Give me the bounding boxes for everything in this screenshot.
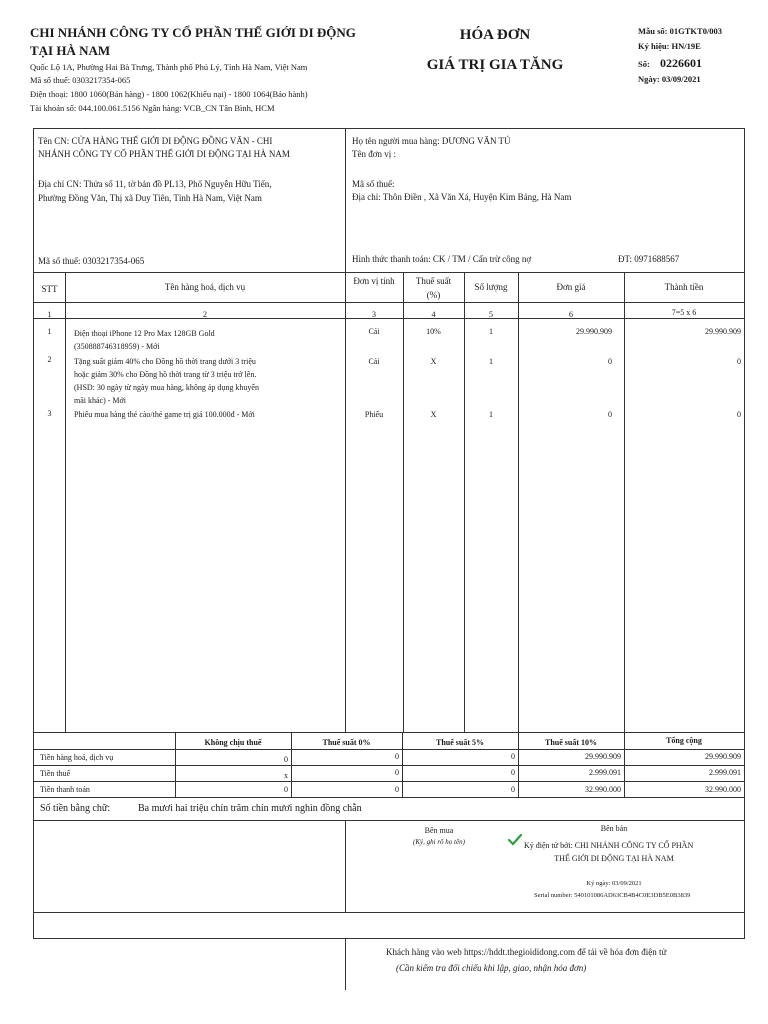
invoice-date: Ngày: 03/09/2021 bbox=[638, 74, 701, 84]
row-unit: Cái bbox=[368, 357, 380, 366]
summary-cell: 0 bbox=[511, 768, 515, 777]
summary-header-tax-5: Thuế suất 5% bbox=[435, 738, 484, 747]
summary-cell: 2.999.091 bbox=[589, 768, 621, 777]
check-path bbox=[509, 835, 521, 844]
invoice-number: 0226601 bbox=[659, 56, 702, 70]
branch-address-line2: Phường Đồng Văn, Thị xã Duy Tiên, Tỉnh Hà Nam, Việt Nam bbox=[38, 193, 262, 203]
invoice-frame bbox=[33, 128, 745, 939]
buyer-unit: Tên đơn vị : bbox=[352, 149, 397, 159]
row-amount: 0 bbox=[737, 410, 741, 419]
invoice-symbol: Ký hiệu: HN/19E bbox=[638, 41, 701, 51]
row-desc-line: Phiếu mua hàng thẻ cào/thẻ game trị giá 100.000đ - Mới bbox=[74, 410, 255, 419]
invoice-title bbox=[395, 24, 595, 76]
row-qty: 1 bbox=[489, 357, 493, 366]
invoice-title-line1: HÓA ĐƠN bbox=[459, 27, 531, 43]
invoice-number-label: Số: bbox=[638, 59, 650, 69]
col-number-7: 7=5 x 6 bbox=[671, 308, 697, 317]
footer-check-note: (Cần kiểm tra đối chiếu khi lập, giao, nhận hóa đơn) bbox=[396, 963, 587, 973]
row-price: 0 bbox=[608, 357, 612, 366]
col-header-tax-line1: Thuế suất bbox=[415, 276, 452, 286]
row-stt: 1 bbox=[47, 327, 52, 336]
summary-cell: 0 bbox=[395, 768, 399, 777]
seller-tax-code: Mã số thuế: 0303217354-065 bbox=[30, 75, 131, 85]
row-desc-line: mãi khác) - Mới bbox=[74, 396, 126, 405]
branch-name-line1: Tên CN: CỬA HÀNG THẾ GIỚI DI ĐỘNG ĐỒNG VĂN - CHI bbox=[38, 136, 273, 146]
summary-row-label: Tiền hàng hoá, dịch vụ bbox=[40, 753, 114, 762]
row-unit: Cái bbox=[368, 327, 380, 336]
summary-cell: 2.999.091 bbox=[709, 768, 741, 777]
col-header-amount: Thành tiền bbox=[664, 282, 704, 292]
row-desc-line: hoặc giảm 30% cho Đồng hồ thời trang từ 3 triệu trở lên. bbox=[74, 370, 257, 379]
summary-header-no-tax: Không chịu thuế bbox=[204, 738, 262, 747]
signed-by-line1: Ký điện tử bởi: CHI NHÁNH CÔNG TY CỔ PHẦN bbox=[524, 841, 694, 850]
col-number-2: 2 bbox=[203, 310, 207, 319]
summary-cell: 0 bbox=[395, 785, 399, 794]
seller-address: Quốc Lộ 1A, Phường Hai Bà Trưng, Thành phố Phủ Lý, Tỉnh Hà Nam, Việt Nam bbox=[30, 62, 308, 72]
seller-bank: Tài khoản số: 044.100.061.5156 Ngân hàng: VCB_CN Tân Bình, HCM bbox=[30, 103, 275, 113]
seller-company-name: CHI NHÁNH CÔNG TY CỔ PHẦN THẾ GIỚI DI ĐỘNG TẠI HÀ NAM bbox=[30, 25, 356, 58]
serial-number: Serial number: 540101086AD63CB4B4C0E3DB5E0B3839 bbox=[534, 892, 691, 899]
branch-name-line2: NHÁNH CÔNG TY CỔ PHẦN THẾ GIỚI DI ĐỘNG TẠI HÀ NAM bbox=[38, 149, 290, 159]
payment-method: Hình thức thanh toán: CK / TM / Cấn trừ công nợ bbox=[352, 254, 532, 264]
buyer-phone: ĐT: 0971688567 bbox=[618, 254, 680, 264]
col-header-tax bbox=[403, 275, 464, 301]
amount-in-words-label: Số tiền bằng chữ: bbox=[40, 803, 111, 814]
summary-header-tax-0: Thuế suất 0% bbox=[322, 738, 371, 747]
buyer-address: Địa chỉ: Thôn Điền , Xã Văn Xá, Huyện Kim Bảng, Hà Nam bbox=[352, 192, 572, 202]
seller-phones: Điện thoại: 1800 1060(Bán hàng) - 1800 1062(Khiếu nại) - 1800 1064(Bảo hành) bbox=[30, 89, 308, 99]
row-amount: 29.990.909 bbox=[705, 327, 741, 336]
summary-row-label: Tiền thuế bbox=[40, 769, 71, 778]
row-desc-line: (350888746318959) - Mới bbox=[74, 342, 160, 351]
row-desc-line: Điện thoại iPhone 12 Pro Max 128GB Gold bbox=[74, 329, 215, 338]
summary-header-total: Tổng cộng bbox=[666, 736, 702, 745]
row-qty: 1 bbox=[489, 327, 493, 336]
invoice-form: Mẫu số: 01GTKT0/003 bbox=[638, 26, 723, 36]
col-header-unit: Đơn vị tính bbox=[353, 276, 395, 286]
row-desc-line: Tặng suất giảm 40% cho Đồng hồ thời trang dưới 3 triệu bbox=[74, 357, 256, 366]
row-amount: 0 bbox=[737, 357, 741, 366]
summary-cell: 0 bbox=[284, 755, 288, 764]
col-header-tax-line2: (%) bbox=[426, 290, 441, 300]
col-number-3: 3 bbox=[372, 310, 376, 319]
row-price: 0 bbox=[608, 410, 612, 419]
summary-row-label: Tiền thanh toán bbox=[40, 785, 90, 794]
summary-cell: x bbox=[284, 771, 288, 780]
row-tax: X bbox=[430, 410, 437, 419]
row-price: 29.990.909 bbox=[576, 327, 612, 336]
summary-cell: 0 bbox=[395, 752, 399, 761]
footer-download-note: Khách hàng vào web https://hddt.thegioididong.com để tải về hóa đơn điện tử bbox=[386, 947, 667, 957]
col-header-price: Đơn giá bbox=[556, 282, 586, 292]
col-number-6: 6 bbox=[569, 310, 573, 319]
col-number-1: 1 bbox=[47, 310, 52, 319]
buyer-sign-title: Bên mua bbox=[424, 826, 454, 835]
col-header-qty: Số lượng bbox=[474, 282, 508, 292]
signed-by-line2: THẾ GIỚI DI ĐỘNG TẠI HÀ NAM bbox=[554, 854, 674, 863]
col-header-stt: STT bbox=[41, 284, 58, 294]
summary-cell: 29.990.909 bbox=[705, 752, 741, 761]
sign-date: Ký ngày: 03/09/2021 bbox=[586, 880, 642, 887]
buyer-name: Họ tên người mua hàng: DƯƠNG VĂN TÚ bbox=[352, 136, 511, 146]
branch-address-line1: Địa chỉ CN: Thửa số 11, tờ bản đồ PL13, Phố Nguyễn Hữu Tiến, bbox=[38, 179, 272, 189]
col-number-4: 4 bbox=[431, 310, 436, 319]
row-desc-line: (HSD: 30 ngày từ ngày mua hàng, không áp dụng khuyến bbox=[74, 383, 259, 392]
col-header-name: Tên hàng hoá, dịch vụ bbox=[164, 282, 246, 292]
row-qty: 1 bbox=[489, 410, 493, 419]
summary-header-tax-10: Thuế suất 10% bbox=[544, 738, 597, 747]
col-number-5: 5 bbox=[489, 310, 493, 319]
summary-cell: 32.990.000 bbox=[585, 785, 621, 794]
branch-tax-code: Mã số thuế: 0303217354-065 bbox=[38, 256, 145, 266]
summary-cell: 32.990.000 bbox=[705, 785, 741, 794]
summary-cell: 0 bbox=[511, 785, 515, 794]
seller-sign-title: Bên bán bbox=[600, 824, 628, 833]
invoice-title-line2: GIÁ TRỊ GIA TĂNG bbox=[426, 57, 564, 73]
buyer-tax-code: Mã số thuế: bbox=[352, 179, 395, 189]
row-tax: 10% bbox=[426, 327, 441, 336]
invoice-number-row bbox=[638, 56, 702, 71]
row-unit: Phiếu bbox=[364, 410, 384, 419]
buyer-sign-note: (Ký, ghi rõ họ tên) bbox=[413, 838, 465, 846]
summary-cell: 0 bbox=[284, 785, 288, 794]
row-stt: 3 bbox=[47, 409, 52, 418]
summary-cell: 29.990.909 bbox=[585, 752, 621, 761]
row-tax: X bbox=[430, 357, 437, 366]
row-stt: 2 bbox=[47, 355, 52, 364]
summary-cell: 0 bbox=[511, 752, 515, 761]
amount-in-words: Ba mươi hai triệu chín trăm chín mươi nghìn đồng chẵn bbox=[138, 803, 362, 814]
signature-check-icon bbox=[508, 834, 522, 849]
